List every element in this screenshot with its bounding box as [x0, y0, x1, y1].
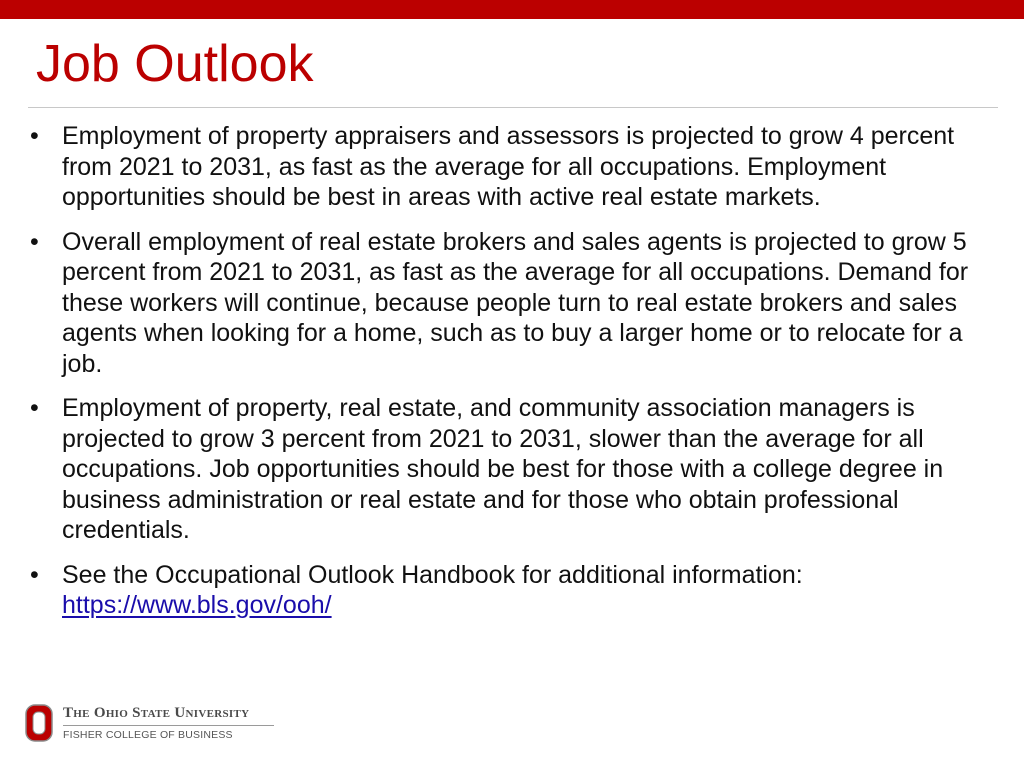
- list-item: [30, 227, 990, 380]
- footer-divider: [63, 725, 274, 726]
- list-item: [30, 393, 990, 546]
- bullet-icon: •: [30, 227, 39, 256]
- footer-branding: [25, 704, 285, 744]
- block-o-logo-icon: [25, 704, 53, 742]
- bullet-text: Employment of property, real estate, and community association managers is projected to grow 3 percent from 2021 to 2031, slower than the average for all occupations. Job opportunities should be best for those with a college degree in business administration or real estate and for those who obtain professional credentials.: [62, 394, 944, 544]
- list-item: [30, 560, 990, 621]
- title-divider: [28, 107, 998, 108]
- bullet-text: See the Occupational Outlook Handbook for additional information:: [62, 560, 803, 589]
- bullet-list: [30, 121, 990, 635]
- university-name: The Ohio State University: [63, 705, 250, 721]
- top-accent-bar: [0, 0, 1024, 19]
- bullet-icon: •: [30, 394, 39, 422]
- list-item: [30, 121, 990, 213]
- slide-title: Job Outlook: [36, 35, 314, 93]
- bullet-icon: •: [30, 560, 39, 589]
- ooh-link[interactable]: https://www.bls.gov/ooh/: [62, 591, 332, 619]
- bullet-icon: •: [30, 122, 39, 150]
- college-name: FISHER COLLEGE OF BUSINESS: [63, 729, 233, 741]
- bullet-text: Overall employment of real estate brokers and sales agents is projected to grow 5 percent from 2021 to 2031, as fast as the average for all occupations. Demand for these workers will continue, because people turn to real estate brokers and sales agents when looking for a home, such as to buy a larger home or to relocate for a job.: [62, 227, 969, 378]
- bullet-text: Employment of property appraisers and assessors is projected to grow 4 percent from 2021 to 2031, as fast as the average for all occupations. Employment opportunities should be best in areas with active real estate markets.: [62, 122, 955, 211]
